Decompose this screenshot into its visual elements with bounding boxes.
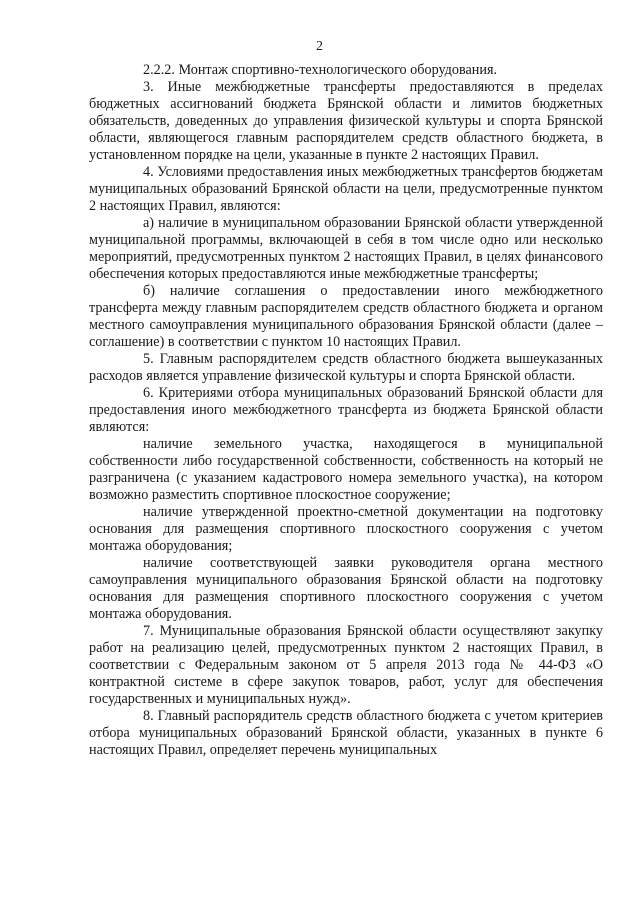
paragraph-3: 3. Иные межбюджетные трансферты предоставляются в пределах бюджетных ассигнований бюджета Брянской области и лимитов бюджетных обязательств, доведенных до управления физической культуры и спорта Брянской области, являющегося главным распорядителем средств областного бюджета, в установленном порядке на цели, указанные в пункте 2 настоящих Правил.: [89, 79, 603, 163]
paragraph-8: 8. Главный распорядитель средств областного бюджета с учетом критериев отбора муниципальных образований Брянской области, указанных в пункте 6 настоящих Правил, определяет перечень муниципальных: [89, 708, 603, 758]
paragraph-6-criterion-land: наличие земельного участка, находящегося в муниципальной собственности либо государственной собственности, собственность на который не разграничена (с указанием кадастрового номера земельного участка), на котором возможно разместить спортивное плоскостное сооружение;: [89, 436, 603, 503]
paragraph-4: 4. Условиями предоставления иных межбюджетных трансфертов бюджетам муниципальных образований Брянской области на цели, предусмотренные пунктом 2 настоящих Правил, являются:: [89, 164, 603, 214]
paragraph-6: 6. Критериями отбора муниципальных образований Брянской области для предоставления иного межбюджетного трансферта из бюджета Брянской области являются:: [89, 385, 603, 435]
paragraph-7: 7. Муниципальные образования Брянской области осуществляют закупку работ на реализацию целей, предусмотренных пунктом 2 настоящих Правил, в соответствии с Федеральным законом от 5 апреля 2013 года № 44-ФЗ «О контрактной системе в сфере закупок товаров, работ, услуг для обеспечения государственных и муниципальных нужд».: [89, 623, 603, 707]
paragraph-6-criterion-application: наличие соответствующей заявки руководителя органа местного самоуправления муниципального образования Брянской области на подготовку основания для размещения спортивного плоскостного сооружения с учетом монтажа оборудования.: [89, 555, 603, 622]
document-body: [89, 62, 603, 759]
paragraph-2-2-2: 2.2.2. Монтаж спортивно-технологического оборудования.: [143, 62, 498, 78]
paragraph-6-criterion-documentation: наличие утвержденной проектно-сметной документации на подготовку основания для размещения спортивного плоскостного сооружения с учетом монтажа оборудования;: [89, 504, 603, 554]
paragraph-4b: б) наличие соглашения о предоставлении иного межбюджетного трансферта между главным распорядителем средств областного бюджета и органом местного самоуправления муниципального образования Брянской области (далее – соглашение) в соответствии с пунктом 10 настоящих Правил.: [89, 283, 603, 350]
page-number: 2: [316, 39, 323, 54]
paragraph-4a: а) наличие в муниципальном образовании Брянской области утвержденной муниципальной программы, включающей в себя в том числе одно или несколько мероприятий, предусмотренных пунктом 2 настоящих Правил, в целях финансового обеспечения которых предоставляются иные межбюджетные трансферты;: [89, 215, 603, 282]
paragraph-5: 5. Главным распорядителем средств областного бюджета вышеуказанных расходов является управление физической культуры и спорта Брянской области.: [89, 351, 603, 384]
